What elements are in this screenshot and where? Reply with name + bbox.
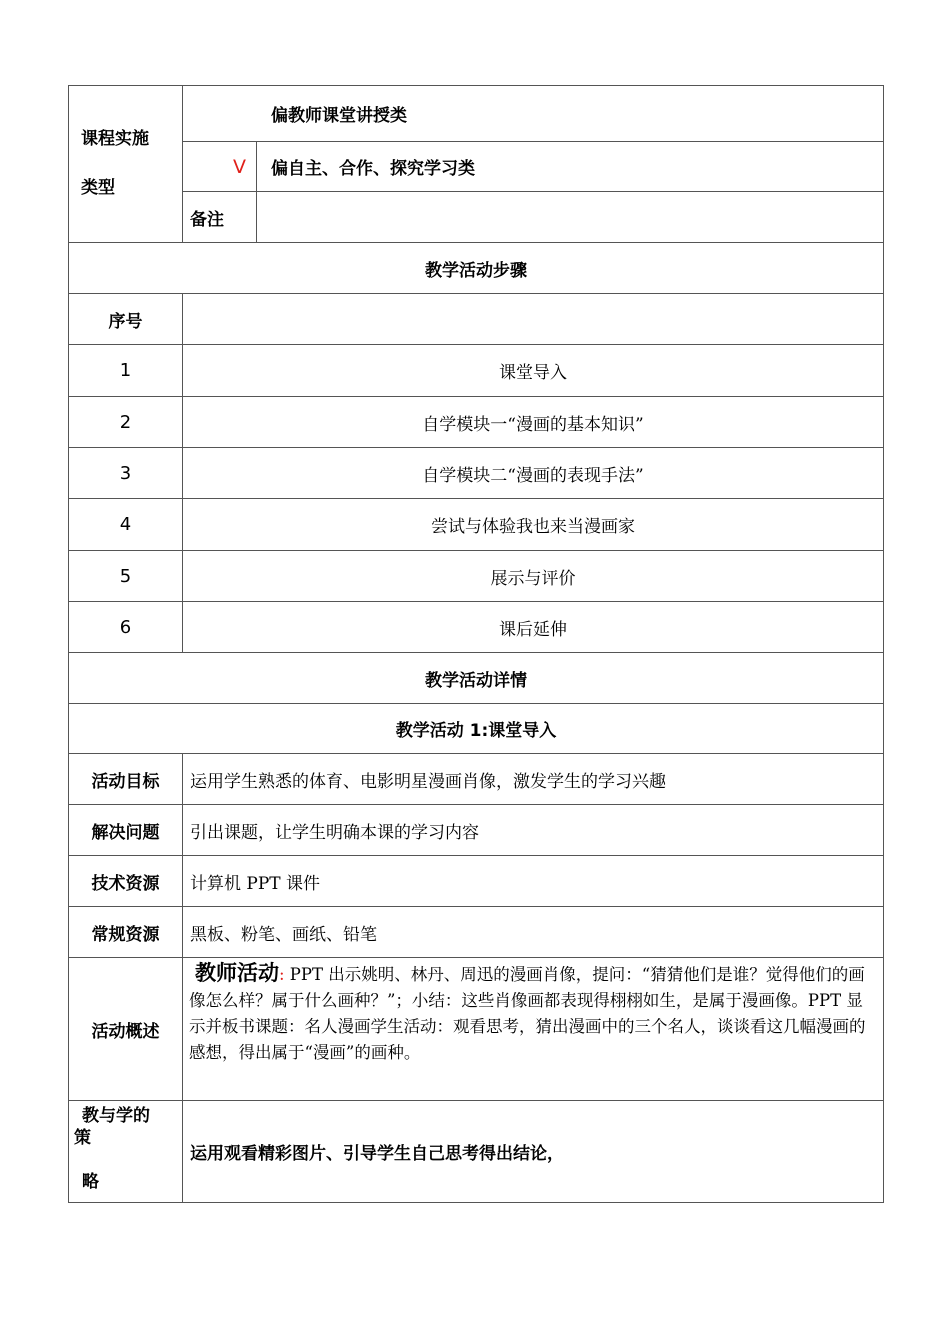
detail-row-resources <box>69 907 884 958</box>
step-number: 4 <box>69 499 183 551</box>
seq-header-empty <box>183 294 884 345</box>
detail-label: 常规资源 <box>69 907 183 958</box>
step-number: 1 <box>69 345 183 397</box>
overview-row <box>69 958 884 1101</box>
remark-value <box>257 192 884 243</box>
lesson-plan-sheet <box>68 85 883 1203</box>
detail-label: 技术资源 <box>69 856 183 907</box>
step-row <box>69 602 884 653</box>
step-text: 课堂导入 <box>183 345 884 397</box>
impl-type-row-1 <box>69 86 884 142</box>
step-text: 展示与评价 <box>183 551 884 602</box>
step-number: 3 <box>69 448 183 499</box>
detail-row-tech <box>69 856 884 907</box>
strategy-label: 教与学的 策 略 <box>69 1101 183 1203</box>
step-number: 5 <box>69 551 183 602</box>
detail-value: 引出课题，让学生明确本课的学习内容 <box>183 805 884 856</box>
impl-option-student: 偏自主、合作、探究学习类 <box>257 142 884 192</box>
detail-value: 运用学生熟悉的体育、电影明星漫画肖像，激发学生的学习兴趣 <box>183 754 884 805</box>
step-row <box>69 551 884 602</box>
step-row <box>69 397 884 448</box>
overview-text <box>183 958 884 1101</box>
impl-option-teacher: 偏教师课堂讲授类 <box>183 86 884 142</box>
activity-title-row <box>69 704 884 754</box>
overview-lead: 教师活动 <box>195 961 279 985</box>
strategy-value: 运用观看精彩图片、引导学生自己思考得出结论， <box>183 1101 884 1203</box>
detail-row-goal <box>69 754 884 805</box>
detail-label: 解决问题 <box>69 805 183 856</box>
seq-header-row <box>69 294 884 345</box>
remark-label: 备注 <box>183 192 257 243</box>
detail-row-problem <box>69 805 884 856</box>
steps-title: 教学活动步骤 <box>69 243 884 294</box>
impl-type-row-2 <box>69 142 884 192</box>
strategy-row <box>69 1101 884 1203</box>
steps-title-row <box>69 243 884 294</box>
detail-value: 黑板、粉笔、画纸、铅笔 <box>183 907 884 958</box>
detail-value: 计算机 PPT 课件 <box>183 856 884 907</box>
step-text: 自学模块一“漫画的基本知识” <box>183 397 884 448</box>
step-text: 课后延伸 <box>183 602 884 653</box>
overview-body: PPT 出示姚明、林丹、周迅的漫画肖像，提问：“猜猜他们是谁？觉得他们的画像怎么样？属于什么画种？”；小结：这些肖像画都表现得栩栩如生，是属于漫画像。PPT 显示并板书课题：名人漫画学生活动：观看思考，猜出漫画中的三个名人，谈谈看这几幅漫画的感想，得出属于“漫画”的画种。 <box>189 965 866 1062</box>
impl-type-label: 课程实施 类型 <box>69 86 183 243</box>
details-title-row <box>69 653 884 704</box>
overview-colon: : <box>279 965 285 984</box>
check-mark: V <box>183 142 257 192</box>
impl-type-row-3 <box>69 192 884 243</box>
detail-label: 活动目标 <box>69 754 183 805</box>
details-title: 教学活动详情 <box>69 653 884 704</box>
step-row <box>69 499 884 551</box>
lesson-plan-table <box>68 85 884 1203</box>
step-text: 尝试与体验我也来当漫画家 <box>183 499 884 551</box>
step-row <box>69 345 884 397</box>
step-number: 6 <box>69 602 183 653</box>
overview-label: 活动概述 <box>69 958 183 1101</box>
step-text: 自学模块二“漫画的表现手法” <box>183 448 884 499</box>
step-number: 2 <box>69 397 183 448</box>
step-row <box>69 448 884 499</box>
activity-title: 教学活动 1:课堂导入 <box>69 704 884 754</box>
seq-label: 序号 <box>69 294 183 345</box>
